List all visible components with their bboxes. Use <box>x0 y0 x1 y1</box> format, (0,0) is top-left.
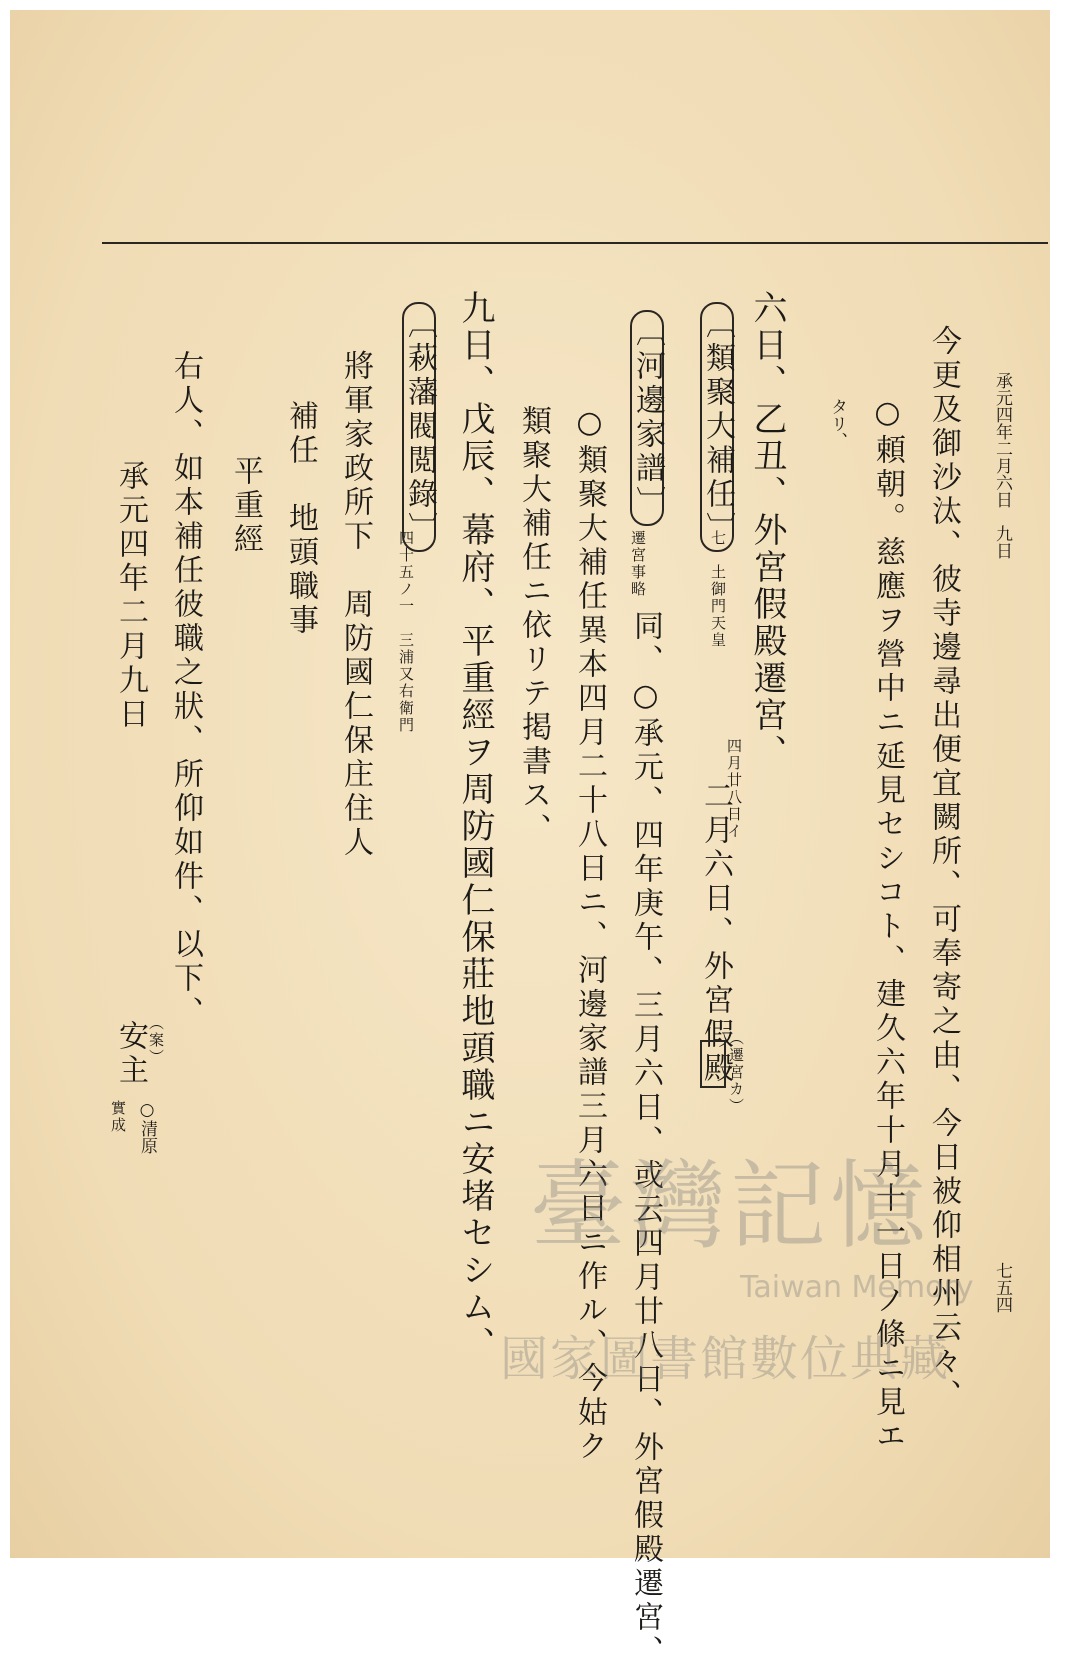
page-number: 七五四 <box>992 1262 1012 1313</box>
text-line-6: 二月六日、外宮假殿 <box>698 780 733 1086</box>
watermark-calligraphy: 臺灣記憶 <box>530 1150 930 1262</box>
signature-kiyohara: ○清原 <box>137 1100 157 1154</box>
signature-sanesei: 實成 <box>109 1100 127 1134</box>
running-title: 承元四年二月六日 九日 <box>992 372 1012 559</box>
text-line-7: 同、○承元、四年庚午、三月六日、或云四月廿八日、外宮假殿遷宮、 <box>628 610 663 1669</box>
text-line-12: 將軍家政所下 周防國仁保庄住人 <box>338 350 373 860</box>
header-divider <box>102 242 1048 244</box>
source-note-tsuchimikado: 七 土御門天皇 <box>709 530 727 649</box>
text-note-6-top: 四月廿八日イ <box>725 738 743 840</box>
source-kawabe-kafu: 〔河邊家譜〕 <box>630 310 664 526</box>
source-hagihan-batsuetsuroku: 〔萩藩閥閲錄〕 <box>402 302 436 552</box>
text-line-14: 平重經 <box>228 455 263 557</box>
watermark-library-name: 國家圖書館數位典藏 <box>500 1331 951 1387</box>
entry-heading-6th: 六日、乙丑、外宮假殿遷宮、 <box>747 290 787 771</box>
text-line-9: 類聚大補任ニ依リテ掲書ス、 <box>516 405 551 847</box>
text-line-8: ○類聚大補任異本四月二十八日ニ、河邊家譜三月六日ニ作ル、今姑ク <box>572 405 607 1464</box>
blank-box <box>700 1040 726 1088</box>
watermark-english: Taiwan Memory <box>740 1270 974 1305</box>
signature-anju: 安主 <box>113 1020 148 1088</box>
signature-annotation: （案） <box>147 1015 165 1066</box>
text-line-1: 今更及御沙汰、彼寺邊尋出便宜闕所、可奉寄之由、今日被仰相州云々、 <box>926 325 961 1413</box>
text-line-15: 右人、如本補任彼職之狀、所仰如件、以下、 <box>168 350 203 1030</box>
source-note-miura: 四十五ノ一 三浦又右衛門 <box>397 530 415 734</box>
text-note-6-bottom: （遷宮カ） <box>727 1030 745 1115</box>
source-note-sengu-jiryaku: 遷宮事略 <box>629 530 647 598</box>
text-line-3: タリ、 <box>827 398 847 449</box>
source-ruiju-daibunin: 〔類聚大補任〕 <box>700 302 734 552</box>
entry-heading-9th: 九日、戊辰、幕府、平重經ヲ周防國仁保莊地頭職ニ安堵セシム、 <box>455 290 495 1363</box>
text-line-16: 承元四年二月九日 <box>113 460 148 732</box>
text-line-2: ○頼朝。慈應ヲ營中ニ延見セシコト、建久六年十月十一日ノ條ニ見エ <box>870 395 905 1454</box>
document-page <box>10 10 1050 1669</box>
text-line-13: 補任 地頭職事 <box>283 400 318 638</box>
